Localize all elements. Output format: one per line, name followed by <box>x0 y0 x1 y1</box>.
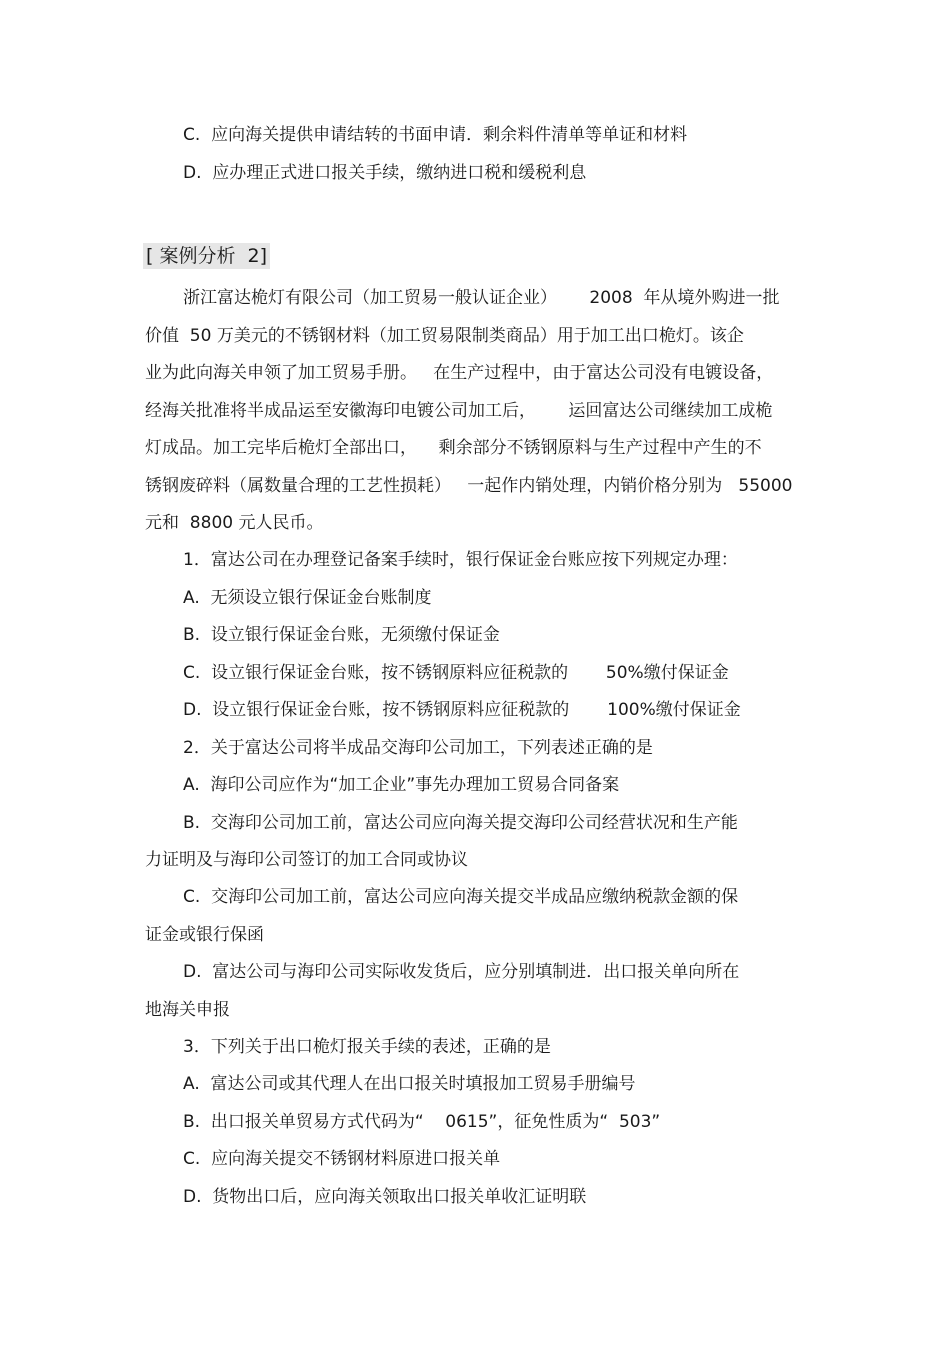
case-paragraph-line: 价值 50 万美元的不锈钢材料（加工贸易限制类商品）用于加工出口桅灯。该企 <box>145 326 744 346</box>
prev-option-d: D. 应办理正式进口报关手续，缴纳进口税和缓税利息 <box>183 163 587 183</box>
case-paragraph-line: 浙江富达桅灯有限公司（加工贸易一般认证企业） 2008 年从境外购进一批 <box>183 288 780 308</box>
question-2-stem: 2．关于富达公司将半成品交海印公司加工，下列表述正确的是 <box>183 738 653 758</box>
case-paragraph-line: 业为此向海关申领了加工贸易手册。 在生产过程中，由于富达公司没有电镀设备， <box>145 363 774 383</box>
case-paragraph-line: 灯成品。加工完毕后桅灯全部出口， 剩余部分不锈钢原料与生产过程中产生的不 <box>145 438 762 458</box>
question-3-stem: 3．下列关于出口桅灯报关手续的表述，正确的是 <box>183 1037 551 1057</box>
question-1-option-b: B. 设立银行保证金台账，无须缴付保证金 <box>183 625 500 645</box>
case-paragraph-line: 经海关批准将半成品运至安徽海印电镀公司加工后， 运回富达公司继续加工成桅 <box>145 401 773 421</box>
case-paragraph-line: 锈钢废碎料（属数量合理的工艺性损耗） 一起作内销处理，内销价格分别为 55000 <box>145 476 793 496</box>
question-2-option-d-cont: 地海关申报 <box>145 1000 230 1020</box>
prev-option-c: C. 应向海关提供申请结转的书面申请．剩余料件清单等单证和材料 <box>183 125 688 145</box>
case-paragraph-line: 元和 8800 元人民币。 <box>145 513 324 533</box>
question-3-option-a: A. 富达公司或其代理人在出口报关时填报加工贸易手册编号 <box>183 1074 636 1094</box>
question-2-option-b: B. 交海印公司加工前，富达公司应向海关提交海印公司经营状况和生产能 <box>183 813 738 833</box>
question-3-option-b: B. 出口报关单贸易方式代码为“ 0615”，征免性质为“ 503” <box>183 1112 661 1132</box>
case-heading: [ 案例分析 2] <box>143 243 270 269</box>
question-2-option-d: D. 富达公司与海印公司实际收发货后，应分别填制进．出口报关单向所在 <box>183 962 740 982</box>
question-2-option-c-cont: 证金或银行保函 <box>145 925 264 945</box>
question-2-option-a: A. 海印公司应作为“加工企业”事先办理加工贸易合同备案 <box>183 775 620 795</box>
question-2-option-c: C. 交海印公司加工前，富达公司应向海关提交半成品应缴纳税款金额的保 <box>183 887 739 907</box>
question-1-option-a: A. 无须设立银行保证金台账制度 <box>183 588 432 608</box>
question-3-option-c: C. 应向海关提交不锈钢材料原进口报关单 <box>183 1149 501 1169</box>
question-1-option-d: D. 设立银行保证金台账，按不锈钢原料应征税款的 100%缴付保证金 <box>183 700 741 720</box>
question-3-option-d: D. 货物出口后，应向海关领取出口报关单收汇证明联 <box>183 1187 587 1207</box>
question-2-option-b-cont: 力证明及与海印公司签订的加工合同或协议 <box>145 850 468 870</box>
question-1-stem: 1．富达公司在办理登记备案手续时，银行保证金台账应按下列规定办理： <box>183 550 738 570</box>
question-1-option-c: C. 设立银行保证金台账，按不锈钢原料应征税款的 50%缴付保证金 <box>183 663 729 683</box>
